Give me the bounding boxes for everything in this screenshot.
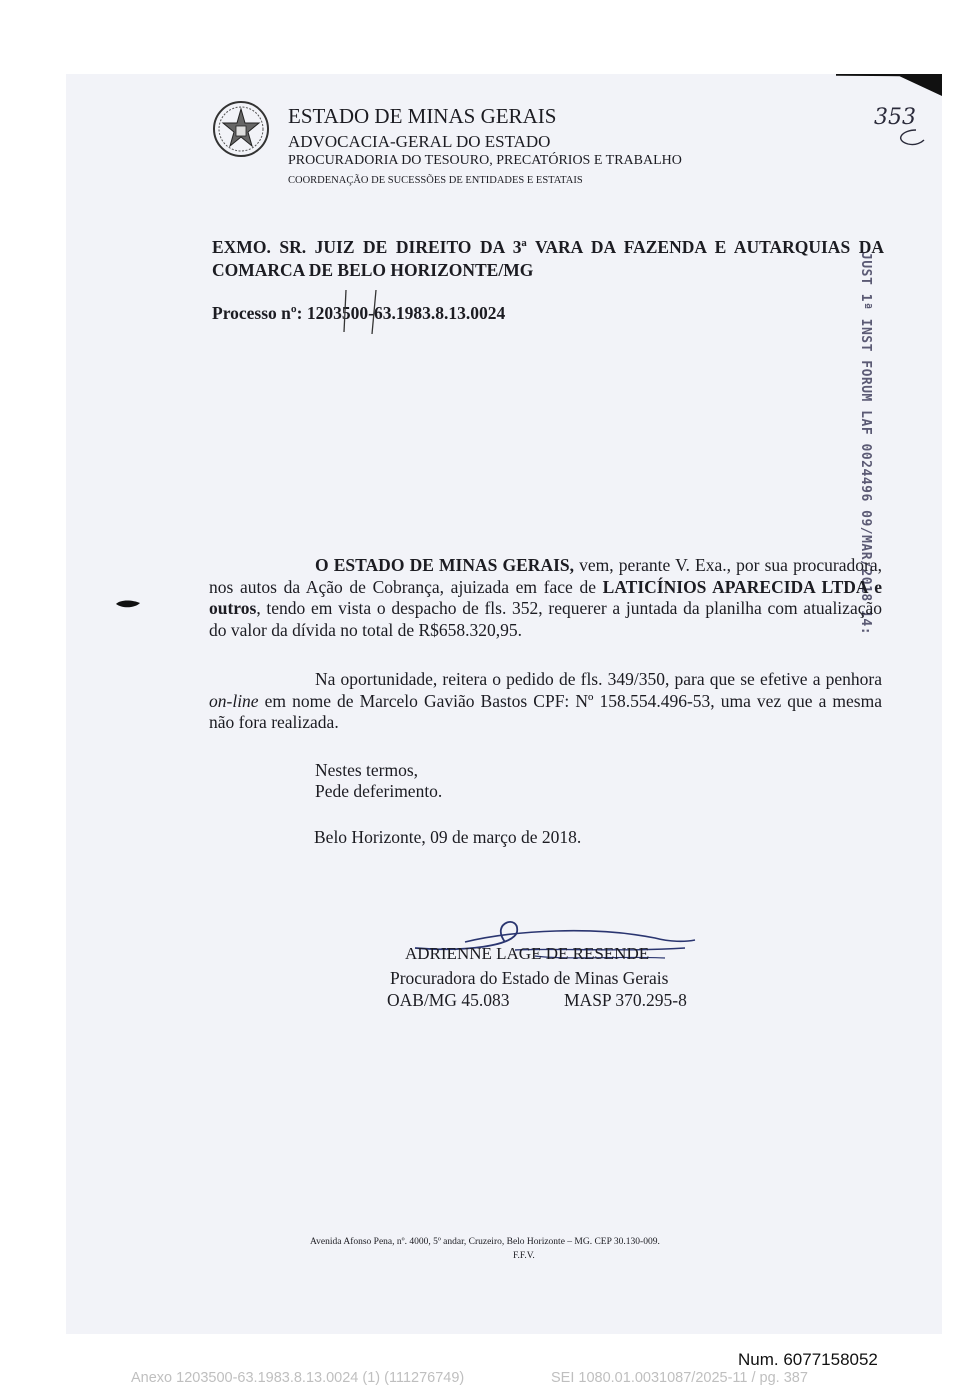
party-state: O ESTADO DE MINAS GERAIS,	[315, 555, 574, 575]
header-procuradoria: PROCURADORIA DO TESOURO, PRECATÓRIOS E TRABALHO	[288, 153, 682, 168]
svg-text:353: 353	[874, 105, 916, 130]
closing-line-2: Pede deferimento.	[315, 781, 443, 801]
signer-masp: MASP 370.295-8	[564, 990, 687, 1010]
paragraph-request: O ESTADO DE MINAS GERAIS, vem, perante V. Exa., por sua procuradora, nos autos da Ação de Cobrança, ajuizada em face de LATICÍNIOS APARECIDA LTDA e outros, tendo em vista o despacho de fls. 352, requerer a juntada da planilha com atualização do valor da dívida no total de R$658.320,95.	[209, 555, 882, 640]
header-state-name: ESTADO DE MINAS GERAIS	[288, 104, 557, 128]
document-number: Num. 6077158052	[738, 1350, 878, 1369]
place-date: Belo Horizonte, 09 de março de 2018.	[314, 827, 582, 847]
signer-name: ADRIENNE LAGE DE RESENDE	[405, 944, 650, 963]
protocol-stamp: JUST 1ª INST FORUM LAF 0024496 09/MAR/2018 14:	[858, 252, 873, 636]
footer-address: Avenida Afonso Pena, nº. 4000, 5º andar, Cruzeiro, Belo Horizonte – MG. CEP 30.130-009.	[310, 1237, 660, 1247]
paragraph-reiterate: Na oportunidade, reitera o pedido de fls. 349/350, para que se efetive a penhora on-line em nome de Marcelo Gavião Bastos CPF: Nº 158.554.496-53, uma vez que a mesma não fora realizada.	[209, 669, 882, 733]
header-agency: ADVOCACIA-GERAL DO ESTADO	[288, 132, 551, 151]
footer-initials: F.F.V.	[513, 1251, 535, 1261]
handwritten-folio-number	[872, 100, 928, 148]
ink-blot	[115, 598, 141, 610]
sei-reference: SEI 1080.01.0031087/2025-11 / pg. 387	[551, 1370, 808, 1386]
addressee: EXMO. SR. JUIZ DE DIREITO DA 3ª VARA DA FAZENDA E AUTARQUIAS DA COMARCA DE BELO HORIZONTE/MG	[212, 237, 884, 280]
process-value: 1203500-63.1983.8.13.0024	[306, 303, 506, 323]
closing-line-1: Nestes termos,	[315, 760, 419, 780]
signer-role: Procuradora do Estado de Minas Gerais	[390, 968, 669, 988]
coat-of-arms-seal-icon	[212, 100, 270, 158]
signer-oab: OAB/MG 45.083	[387, 990, 510, 1010]
process-label: Processo nº:	[212, 303, 303, 323]
handwritten-marks	[336, 288, 396, 338]
party-defendant: LATICÍNIOS APARECIDA LTDA e outros	[209, 576, 882, 619]
online-term: on-line	[209, 690, 259, 711]
annex-reference: Anexo 1203500-63.1983.8.13.0024 (1) (111276749)	[131, 1370, 465, 1386]
header-coordination: COORDENAÇÃO DE SUCESSÕES DE ENTIDADES E ESTATAIS	[288, 175, 583, 186]
